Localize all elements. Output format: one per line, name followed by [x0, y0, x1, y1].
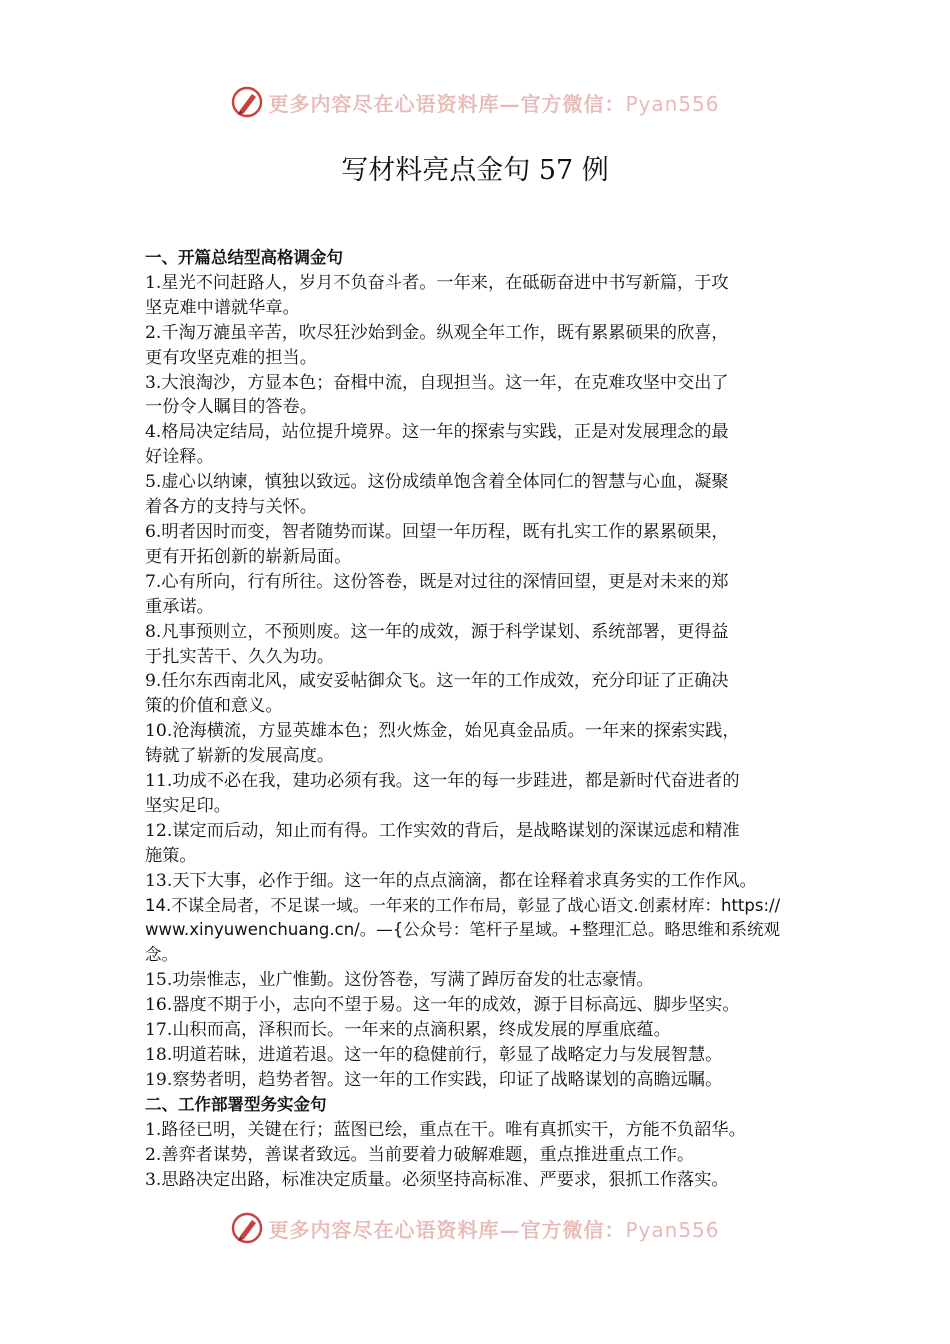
header-watermark-banner — [0, 80, 950, 124]
text-line: 17.山积而高，泽积而长。一年来的点滴积累，终成发展的厚重底蕴。 — [145, 1020, 671, 1041]
footer-watermark-banner — [0, 1206, 950, 1250]
text-line: 2.千淘万漉虽辛苦，吹尽狂沙始到金。纵观全年工作，既有累累硕果的欣喜， — [145, 322, 729, 343]
text-line: 2.善弈者谋势，善谋者致远。当前要着力破解难题，重点推进重点工作。 — [145, 1144, 695, 1165]
text-line: www.xinyuwenchuang.cn/。—{公众号：笔杆子星域。+整理汇总。略思维和系统观 — [145, 920, 781, 940]
watermark-text: 更多内容尽在心语资料库—官方微信：Pyan556 — [268, 91, 720, 116]
text-line: 10.沧海横流，方显英雄本色；烈火炼金，始见真金品质。一年来的探索实践， — [145, 721, 740, 742]
text-line: 着各方的支持与关怀。 — [145, 497, 317, 518]
text-line: 1.路径已明，关键在行；蓝图已绘，重点在干。唯有真抓实干，方能不负韶华。 — [145, 1119, 746, 1140]
text-line: 11.功成不必在我，建功必须有我。这一年的每一步跬进，都是新时代奋进者的 — [145, 771, 740, 792]
section-heading: 一、开篇总结型高格调金句 — [145, 248, 343, 267]
watermark-text: 更多内容尽在心语资料库—官方微信：Pyan556 — [268, 1217, 720, 1242]
text-line: 于扎实苦干、久久为功。 — [145, 646, 335, 667]
text-line: 4.格局决定结局，站位提升境界。这一年的探索与实践，正是对发展理念的最 — [145, 422, 729, 443]
pen-logo-icon — [230, 85, 264, 119]
text-line: 19.察势者明，趋势者智。这一年的工作实践，印证了战略谋划的高瞻远瞩。 — [145, 1069, 723, 1090]
text-line: 好诠释。 — [145, 447, 214, 468]
text-line: 坚克难中谱就华章。 — [145, 297, 300, 318]
text-line: 施策。 — [145, 845, 197, 866]
text-line: 12.谋定而后动，知止而有得。工作实效的背后，是战略谋划的深谋远虑和精准 — [145, 820, 740, 841]
text-line: 3.大浪淘沙，方显本色；奋楫中流，自现担当。这一年，在克难攻坚中交出了 — [145, 372, 729, 393]
text-line: 更有攻坚克难的担当。 — [145, 347, 317, 368]
text-line: 1.星光不问赶路人，岁月不负奋斗者。一年来，在砥砺奋进中书写新篇，于攻 — [145, 272, 729, 293]
page-title: 写材料亮点金句 57 例 — [341, 155, 609, 186]
text-line: 更有开拓创新的崭新局面。 — [145, 546, 352, 567]
text-line: 9.任尔东西南北风，咸安妥帖御众飞。这一年的工作成效，充分印证了正确决 — [145, 671, 729, 692]
text-line: 14.不谋全局者，不足谋一域。一年来的工作布局，彰显了战心语文.创素材库：https:// — [145, 895, 781, 915]
section-heading: 二、工作部署型务实金句 — [145, 1094, 327, 1114]
text-line: 铸就了崭新的发展高度。 — [145, 746, 335, 767]
text-line: 13.天下大事，必作于细。这一年的点点滴滴，都在诠释着求真务实的工作作风。 — [145, 870, 757, 891]
text-line: 坚实足印。 — [145, 795, 231, 816]
text-line: 7.心有所向，行有所往。这份答卷，既是对过往的深情回望，更是对未来的郑 — [145, 571, 729, 592]
text-line: 策的价值和意义。 — [145, 696, 283, 717]
text-line: 重承诺。 — [145, 596, 214, 617]
text-line: 3.思路决定出路，标准决定质量。必须坚持高标准、严要求，狠抓工作落实。 — [145, 1169, 729, 1190]
text-line: 8.凡事预则立，不预则废。这一年的成效，源于科学谋划、系统部署，更得益 — [145, 621, 729, 642]
text-line: 18.明道若昧，进道若退。这一年的稳健前行，彰显了战略定力与发展智慧。 — [145, 1045, 723, 1065]
text-line: 一份令人瞩目的答卷。 — [145, 397, 317, 418]
text-line: 5.虚心以纳谏，慎独以致远。这份成绩单饱含着全体同仁的智慧与心血，凝聚 — [145, 472, 729, 493]
text-line: 16.器度不期于小，志向不望于易。这一年的成效，源于目标高远、脚步坚实。 — [145, 995, 740, 1016]
document-body — [145, 246, 810, 1192]
text-line: 15.功崇惟志，业广惟勤。这份答卷，写满了踔厉奋发的壮志豪情。 — [145, 970, 654, 991]
text-line: 6.明者因时而变，智者随势而谋。回望一年历程，既有扎实工作的累累硕果， — [145, 521, 729, 542]
text-line: 念。 — [145, 945, 178, 965]
pen-logo-icon — [230, 1211, 264, 1245]
